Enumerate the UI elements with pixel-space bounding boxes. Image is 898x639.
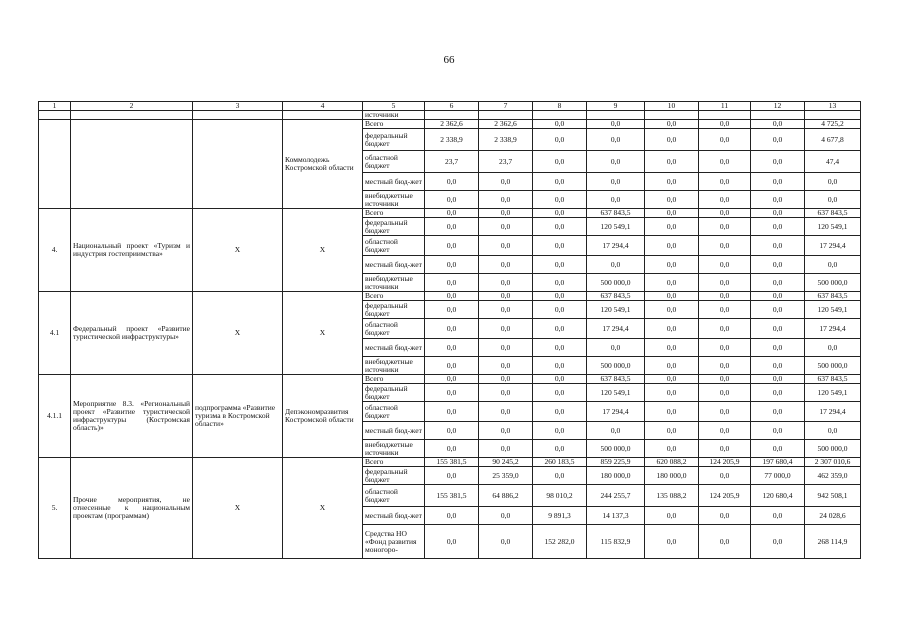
amount-cell: 500 000,0 bbox=[587, 274, 645, 292]
amount-cell: 0,0 bbox=[645, 256, 699, 274]
amount-cell: 637 843,5 bbox=[587, 209, 645, 218]
amount-cell: 0,0 bbox=[587, 151, 645, 173]
funding-source: областной бюджет bbox=[363, 236, 425, 256]
amount-cell: 0,0 bbox=[751, 384, 805, 402]
amount-cell: 0,0 bbox=[533, 301, 587, 319]
amount-cell: 0,0 bbox=[805, 256, 861, 274]
amount-cell: 0,0 bbox=[699, 236, 751, 256]
amount-cell: 64 886,2 bbox=[479, 485, 533, 507]
amount-cell: 0,0 bbox=[751, 402, 805, 422]
amount-cell: 0,0 bbox=[533, 274, 587, 292]
funding-source: внебюджетные источники bbox=[363, 274, 425, 292]
amount-cell: 0,0 bbox=[533, 218, 587, 236]
amount-cell: 17 294,4 bbox=[805, 402, 861, 422]
amount-cell: 0,0 bbox=[699, 151, 751, 173]
amount-cell: 637 843,5 bbox=[805, 375, 861, 384]
amount-cell: 0,0 bbox=[699, 301, 751, 319]
amount-cell: 9 891,3 bbox=[533, 507, 587, 525]
row-index bbox=[39, 111, 71, 120]
amount-cell: 0,0 bbox=[533, 236, 587, 256]
amount-cell: 0,0 bbox=[699, 191, 751, 209]
amount-cell: 0,0 bbox=[533, 151, 587, 173]
amount-cell: 180 000,0 bbox=[587, 467, 645, 485]
amount-cell: 0,0 bbox=[699, 507, 751, 525]
amount-cell: 0,0 bbox=[645, 173, 699, 191]
amount-cell: 23,7 bbox=[479, 151, 533, 173]
amount-cell: 0,0 bbox=[533, 120, 587, 129]
amount-cell: 0,0 bbox=[805, 422, 861, 440]
amount-cell: 244 255,7 bbox=[587, 485, 645, 507]
amount-cell: 0,0 bbox=[751, 129, 805, 151]
measure-name: Национальный проект «Туризм и индустрия гостеприимства» bbox=[71, 209, 193, 292]
responsible-cell bbox=[283, 111, 363, 120]
amount-cell: 17 294,4 bbox=[587, 319, 645, 339]
column-header: 11 bbox=[699, 102, 751, 111]
amount-cell: 0,0 bbox=[751, 339, 805, 357]
amount-cell: 500 000,0 bbox=[805, 357, 861, 375]
amount-cell: 0,0 bbox=[479, 256, 533, 274]
table-row bbox=[39, 120, 861, 129]
amount-cell: 0,0 bbox=[751, 256, 805, 274]
amount-cell: 0,0 bbox=[699, 319, 751, 339]
amount-cell: 0,0 bbox=[425, 339, 479, 357]
amount-cell: 0,0 bbox=[751, 274, 805, 292]
amount-cell: 2 338,9 bbox=[425, 129, 479, 151]
amount-cell: 4 725,2 bbox=[805, 120, 861, 129]
budget-table bbox=[38, 101, 861, 559]
funding-source: местный бюд-жет bbox=[363, 339, 425, 357]
amount-cell: 0,0 bbox=[699, 292, 751, 301]
amount-cell: 637 843,5 bbox=[805, 209, 861, 218]
funding-source: федеральный бюджет bbox=[363, 218, 425, 236]
row-index: 4. bbox=[39, 209, 71, 292]
amount-cell: 0,0 bbox=[805, 339, 861, 357]
amount-cell: 942 508,1 bbox=[805, 485, 861, 507]
amount-cell: 25 359,0 bbox=[479, 467, 533, 485]
funding-source: федеральный бюджет bbox=[363, 384, 425, 402]
measure-name: Федеральный проект «Развитие туристической инфраструктуры» bbox=[71, 292, 193, 375]
funding-source: Всего bbox=[363, 375, 425, 384]
amount-cell: 0,0 bbox=[479, 236, 533, 256]
amount-cell: 260 183,5 bbox=[533, 458, 587, 467]
amount-cell: 0,0 bbox=[699, 375, 751, 384]
table-row bbox=[39, 458, 861, 467]
amount-cell: 0,0 bbox=[425, 440, 479, 458]
amount-cell: 0,0 bbox=[645, 236, 699, 256]
column-header: 5 bbox=[363, 102, 425, 111]
funding-source: Всего bbox=[363, 120, 425, 129]
amount-cell: 0,0 bbox=[699, 525, 751, 559]
amount-cell: 0,0 bbox=[479, 402, 533, 422]
program-cell: подпрограмма «Развитие туризма в Костромской области» bbox=[193, 375, 283, 458]
amount-cell: 500 000,0 bbox=[805, 274, 861, 292]
amount-cell: 0,0 bbox=[699, 209, 751, 218]
amount-cell: 120 549,1 bbox=[805, 384, 861, 402]
amount-cell: 0,0 bbox=[425, 218, 479, 236]
amount-cell: 0,0 bbox=[751, 218, 805, 236]
amount-cell: 0,0 bbox=[479, 384, 533, 402]
column-header: 9 bbox=[587, 102, 645, 111]
amount-cell: 0,0 bbox=[699, 120, 751, 129]
funding-source: федеральный бюджет bbox=[363, 301, 425, 319]
amount-cell: 2 338,9 bbox=[479, 129, 533, 151]
amount-cell: 17 294,4 bbox=[805, 236, 861, 256]
amount-cell: 0,0 bbox=[479, 319, 533, 339]
program-cell bbox=[193, 111, 283, 120]
amount-cell: 17 294,4 bbox=[587, 402, 645, 422]
amount-cell: 0,0 bbox=[751, 319, 805, 339]
amount-cell: 0,0 bbox=[479, 173, 533, 191]
amount-cell: 0,0 bbox=[479, 375, 533, 384]
table-row bbox=[39, 209, 861, 218]
amount-cell: 0,0 bbox=[751, 120, 805, 129]
amount-cell: 0,0 bbox=[479, 218, 533, 236]
amount-cell: 0,0 bbox=[587, 173, 645, 191]
amount-cell: 0,0 bbox=[425, 507, 479, 525]
column-header: 13 bbox=[805, 102, 861, 111]
amount-cell: 0,0 bbox=[533, 319, 587, 339]
amount-cell: 0,0 bbox=[425, 209, 479, 218]
measure-name bbox=[71, 111, 193, 120]
amount-cell bbox=[425, 111, 479, 120]
funding-source: Всего bbox=[363, 458, 425, 467]
amount-cell: 0,0 bbox=[533, 467, 587, 485]
funding-source: федеральный бюджет bbox=[363, 467, 425, 485]
amount-cell: 0,0 bbox=[751, 422, 805, 440]
column-header: 8 bbox=[533, 102, 587, 111]
amount-cell: 0,0 bbox=[425, 525, 479, 559]
amount-cell: 0,0 bbox=[533, 209, 587, 218]
amount-cell: 0,0 bbox=[751, 151, 805, 173]
amount-cell: 0,0 bbox=[479, 357, 533, 375]
amount-cell: 637 843,5 bbox=[587, 375, 645, 384]
funding-source: внебюджетные источники bbox=[363, 440, 425, 458]
amount-cell: 0,0 bbox=[751, 440, 805, 458]
row-index: 5. bbox=[39, 458, 71, 559]
amount-cell: 120 549,1 bbox=[805, 218, 861, 236]
program-cell: Х bbox=[193, 209, 283, 292]
amount-cell: 2 307 010,6 bbox=[805, 458, 861, 467]
funding-source: Всего bbox=[363, 292, 425, 301]
amount-cell: 0,0 bbox=[479, 274, 533, 292]
amount-cell: 155 381,5 bbox=[425, 485, 479, 507]
amount-cell: 0,0 bbox=[425, 422, 479, 440]
amount-cell: 0,0 bbox=[751, 292, 805, 301]
amount-cell: 17 294,4 bbox=[805, 319, 861, 339]
amount-cell: 14 137,3 bbox=[587, 507, 645, 525]
responsible-cell: Коммолодежь Костромской области bbox=[283, 120, 363, 209]
amount-cell: 2 362,6 bbox=[425, 120, 479, 129]
amount-cell: 0,0 bbox=[645, 301, 699, 319]
amount-cell: 0,0 bbox=[425, 319, 479, 339]
amount-cell: 0,0 bbox=[645, 209, 699, 218]
amount-cell: 0,0 bbox=[699, 129, 751, 151]
amount-cell: 0,0 bbox=[533, 129, 587, 151]
column-header: 1 bbox=[39, 102, 71, 111]
amount-cell bbox=[699, 111, 751, 120]
amount-cell: 0,0 bbox=[805, 191, 861, 209]
amount-cell: 0,0 bbox=[533, 191, 587, 209]
amount-cell: 0,0 bbox=[645, 375, 699, 384]
amount-cell: 0,0 bbox=[533, 402, 587, 422]
amount-cell: 0,0 bbox=[479, 191, 533, 209]
program-cell: Х bbox=[193, 292, 283, 375]
amount-cell: 4 677,8 bbox=[805, 129, 861, 151]
funding-source: внебюджетные источники bbox=[363, 357, 425, 375]
column-header: 4 bbox=[283, 102, 363, 111]
amount-cell: 0,0 bbox=[751, 375, 805, 384]
amount-cell: 0,0 bbox=[645, 357, 699, 375]
amount-cell: 0,0 bbox=[645, 151, 699, 173]
column-header-row bbox=[39, 102, 861, 111]
amount-cell: 0,0 bbox=[425, 402, 479, 422]
amount-cell: 0,0 bbox=[533, 256, 587, 274]
funding-source: федеральный бюджет bbox=[363, 129, 425, 151]
amount-cell: 0,0 bbox=[751, 301, 805, 319]
amount-cell: 0,0 bbox=[645, 339, 699, 357]
amount-cell: 0,0 bbox=[587, 129, 645, 151]
amount-cell: 0,0 bbox=[751, 173, 805, 191]
amount-cell: 120 549,1 bbox=[587, 301, 645, 319]
funding-source: областной бюджет bbox=[363, 485, 425, 507]
amount-cell: 0,0 bbox=[425, 384, 479, 402]
amount-cell: 0,0 bbox=[805, 173, 861, 191]
amount-cell: 0,0 bbox=[645, 319, 699, 339]
amount-cell: 0,0 bbox=[587, 422, 645, 440]
amount-cell: 0,0 bbox=[533, 384, 587, 402]
amount-cell: 0,0 bbox=[479, 507, 533, 525]
table-row bbox=[39, 292, 861, 301]
funding-source: внебюджетные источники bbox=[363, 191, 425, 209]
amount-cell: 24 028,6 bbox=[805, 507, 861, 525]
amount-cell: 0,0 bbox=[479, 525, 533, 559]
row-index bbox=[39, 120, 71, 209]
amount-cell: 0,0 bbox=[533, 422, 587, 440]
row-index: 4.1.1 bbox=[39, 375, 71, 458]
amount-cell: 0,0 bbox=[699, 218, 751, 236]
program-cell: Х bbox=[193, 458, 283, 559]
amount-cell: 0,0 bbox=[479, 339, 533, 357]
amount-cell: 0,0 bbox=[425, 191, 479, 209]
column-header: 6 bbox=[425, 102, 479, 111]
amount-cell: 0,0 bbox=[645, 274, 699, 292]
amount-cell: 152 282,0 bbox=[533, 525, 587, 559]
amount-cell: 0,0 bbox=[425, 173, 479, 191]
amount-cell: 0,0 bbox=[645, 402, 699, 422]
column-header: 2 bbox=[71, 102, 193, 111]
amount-cell: 0,0 bbox=[587, 256, 645, 274]
amount-cell: 0,0 bbox=[645, 292, 699, 301]
amount-cell: 180 000,0 bbox=[645, 467, 699, 485]
amount-cell bbox=[533, 111, 587, 120]
amount-cell: 0,0 bbox=[425, 292, 479, 301]
amount-cell: 0,0 bbox=[587, 339, 645, 357]
amount-cell: 0,0 bbox=[699, 173, 751, 191]
amount-cell: 0,0 bbox=[645, 384, 699, 402]
amount-cell: 0,0 bbox=[533, 173, 587, 191]
amount-cell: 0,0 bbox=[645, 440, 699, 458]
amount-cell: 0,0 bbox=[699, 467, 751, 485]
amount-cell bbox=[751, 111, 805, 120]
amount-cell: 120 549,1 bbox=[587, 218, 645, 236]
amount-cell: 0,0 bbox=[425, 467, 479, 485]
amount-cell: 0,0 bbox=[645, 422, 699, 440]
amount-cell: 0,0 bbox=[533, 292, 587, 301]
table-row bbox=[39, 111, 861, 120]
amount-cell: 0,0 bbox=[699, 274, 751, 292]
amount-cell: 120 549,1 bbox=[805, 301, 861, 319]
funding-source: областной бюджет bbox=[363, 319, 425, 339]
amount-cell: 0,0 bbox=[479, 209, 533, 218]
funding-source: областной бюджет bbox=[363, 402, 425, 422]
amount-cell: 0,0 bbox=[425, 301, 479, 319]
amount-cell: 77 000,0 bbox=[751, 467, 805, 485]
funding-source: местный бюд-жет bbox=[363, 422, 425, 440]
amount-cell: 500 000,0 bbox=[805, 440, 861, 458]
measure-name: Мероприятие 8.3. «Региональный проект «Развитие туристической инфраструктуры (Костромская область)» bbox=[71, 375, 193, 458]
column-header: 10 bbox=[645, 102, 699, 111]
funding-source: местный бюд-жет bbox=[363, 507, 425, 525]
page-number: 66 bbox=[443, 54, 455, 66]
amount-cell: 0,0 bbox=[699, 256, 751, 274]
amount-cell: 0,0 bbox=[645, 191, 699, 209]
measure-name: Прочие мероприятия, не отнесенные к национальным проектам (программам) bbox=[71, 458, 193, 559]
amount-cell: 0,0 bbox=[645, 507, 699, 525]
amount-cell: 135 088,2 bbox=[645, 485, 699, 507]
amount-cell: 0,0 bbox=[751, 507, 805, 525]
amount-cell: 0,0 bbox=[699, 357, 751, 375]
amount-cell bbox=[587, 111, 645, 120]
amount-cell: 120 680,4 bbox=[751, 485, 805, 507]
amount-cell: 0,0 bbox=[587, 120, 645, 129]
amount-cell: 0,0 bbox=[751, 357, 805, 375]
funding-source: Всего bbox=[363, 209, 425, 218]
amount-cell: 0,0 bbox=[699, 422, 751, 440]
funding-source: областной бюджет bbox=[363, 151, 425, 173]
amount-cell: 0,0 bbox=[425, 375, 479, 384]
amount-cell: 0,0 bbox=[533, 440, 587, 458]
amount-cell: 0,0 bbox=[425, 236, 479, 256]
responsible-cell: Х bbox=[283, 209, 363, 292]
amount-cell: 0,0 bbox=[479, 422, 533, 440]
amount-cell: 0,0 bbox=[645, 218, 699, 236]
amount-cell: 0,0 bbox=[751, 236, 805, 256]
amount-cell: 620 088,2 bbox=[645, 458, 699, 467]
amount-cell: 0,0 bbox=[479, 301, 533, 319]
amount-cell: 197 680,4 bbox=[751, 458, 805, 467]
funding-source: источники bbox=[363, 111, 425, 120]
amount-cell: 0,0 bbox=[751, 525, 805, 559]
amount-cell: 0,0 bbox=[533, 357, 587, 375]
amount-cell: 0,0 bbox=[645, 129, 699, 151]
amount-cell: 124 205,9 bbox=[699, 458, 751, 467]
amount-cell: 0,0 bbox=[587, 191, 645, 209]
amount-cell: 155 381,5 bbox=[425, 458, 479, 467]
amount-cell: 0,0 bbox=[751, 191, 805, 209]
table-row bbox=[39, 375, 861, 384]
amount-cell: 0,0 bbox=[751, 209, 805, 218]
amount-cell: 859 225,9 bbox=[587, 458, 645, 467]
column-header: 7 bbox=[479, 102, 533, 111]
amount-cell bbox=[645, 111, 699, 120]
amount-cell: 115 832,9 bbox=[587, 525, 645, 559]
row-index: 4.1 bbox=[39, 292, 71, 375]
column-header: 12 bbox=[751, 102, 805, 111]
amount-cell: 0,0 bbox=[479, 292, 533, 301]
amount-cell: 0,0 bbox=[699, 402, 751, 422]
amount-cell: 98 010,2 bbox=[533, 485, 587, 507]
amount-cell: 268 114,9 bbox=[805, 525, 861, 559]
measure-name bbox=[71, 120, 193, 209]
amount-cell: 637 843,5 bbox=[805, 292, 861, 301]
amount-cell: 124 205,9 bbox=[699, 485, 751, 507]
amount-cell: 0,0 bbox=[645, 120, 699, 129]
amount-cell bbox=[479, 111, 533, 120]
amount-cell: 47,4 bbox=[805, 151, 861, 173]
amount-cell: 0,0 bbox=[699, 440, 751, 458]
amount-cell: 0,0 bbox=[533, 339, 587, 357]
amount-cell: 0,0 bbox=[699, 339, 751, 357]
amount-cell: 90 245,2 bbox=[479, 458, 533, 467]
funding-source: Средства НО «Фонд развития моногоро- bbox=[363, 525, 425, 559]
funding-source: местный бюд-жет bbox=[363, 173, 425, 191]
amount-cell: 0,0 bbox=[425, 256, 479, 274]
amount-cell: 17 294,4 bbox=[587, 236, 645, 256]
amount-cell: 0,0 bbox=[533, 375, 587, 384]
amount-cell: 500 000,0 bbox=[587, 357, 645, 375]
responsible-cell: Х bbox=[283, 292, 363, 375]
amount-cell: 0,0 bbox=[425, 357, 479, 375]
responsible-cell: Депэкономразвития Костромской области bbox=[283, 375, 363, 458]
amount-cell: 637 843,5 bbox=[587, 292, 645, 301]
amount-cell: 500 000,0 bbox=[587, 440, 645, 458]
responsible-cell: Х bbox=[283, 458, 363, 559]
amount-cell bbox=[805, 111, 861, 120]
amount-cell: 0,0 bbox=[425, 274, 479, 292]
amount-cell: 0,0 bbox=[645, 525, 699, 559]
amount-cell: 2 362,6 bbox=[479, 120, 533, 129]
column-header: 3 bbox=[193, 102, 283, 111]
program-cell bbox=[193, 120, 283, 209]
amount-cell: 0,0 bbox=[699, 384, 751, 402]
amount-cell: 23,7 bbox=[425, 151, 479, 173]
amount-cell: 462 359,0 bbox=[805, 467, 861, 485]
funding-source: местный бюд-жет bbox=[363, 256, 425, 274]
amount-cell: 0,0 bbox=[479, 440, 533, 458]
amount-cell: 120 549,1 bbox=[587, 384, 645, 402]
